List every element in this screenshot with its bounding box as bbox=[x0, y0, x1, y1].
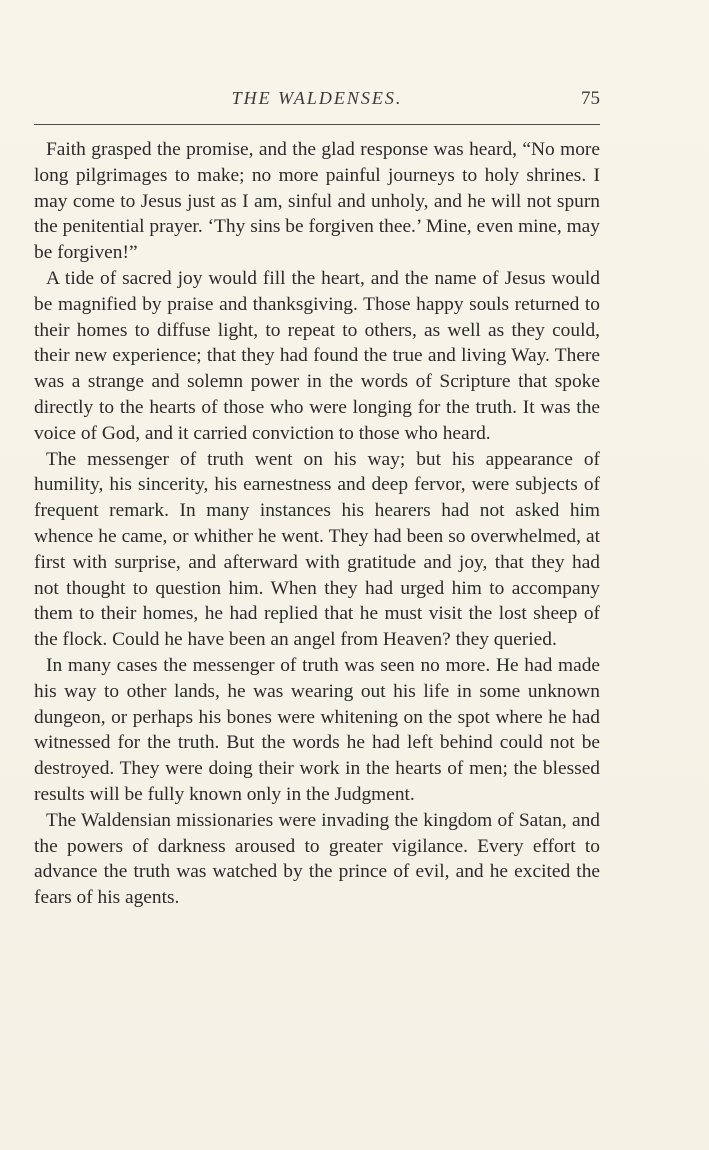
page-number: 75 bbox=[581, 88, 600, 109]
paragraph-1: Faith grasped the promise, and the glad response was heard, “No more long pilgrimages to make; no more painful journeys to holy shrines. I may come to Jesus just as I am, sinful and unholy, and he will not spurn the penitential prayer. ‘Thy sins be forgiven thee.’ Mine, even mine, may be forgiven!” bbox=[34, 139, 600, 264]
paragraph-2: A tide of sacred joy would fill the heart, and the name of Jesus would be magnified by praise and thanksgiving. Those happy souls returned to their homes to diffuse light, to repeat to others, as well as they could, their new experience; that they had found the true and living Way. There was a strange and solemn power in the words of Scripture that spoke directly to the hearts of those who were longing for the truth. It was the voice of God, and it carried conviction to those who heard. bbox=[34, 267, 600, 444]
header-rule bbox=[34, 124, 600, 125]
paragraph-4: In many cases the messenger of truth was seen no more. He had made his way to other lands, he was wearing out his life in some unknown dungeon, or perhaps his bones were whitening on the spot where he had witnessed for the truth. But the words he had left behind could not be destroyed. They were doing their work in the hearts of men; the blessed results will be fully known only in the Judgment. bbox=[34, 654, 600, 805]
page-header bbox=[34, 88, 600, 118]
paragraph-3: The messenger of truth went on his way; but his appearance of humility, his sincerity, his earnestness and deep fervor, were subjects of frequent remark. In many instances his hearers had not asked him whence he came, or whither he went. They had been so overwhelmed, at first with surprise, and afterward with gratitude and joy, that they had not thought to question him. When they had urged him to accompany them to their homes, he had replied that he must visit the lost sheep of the flock. Could he have been an angel from Heaven? they queried. bbox=[34, 448, 600, 651]
running-title: THE WALDENSES. bbox=[231, 88, 403, 108]
paragraph-5: The Waldensian missionaries were invading the kingdom of Satan, and the powers of darkness aroused to greater vigilance. Every effort to advance the truth was watched by the prince of evil, and he excited the fears of his agents. bbox=[34, 809, 600, 909]
body-text bbox=[34, 137, 600, 911]
